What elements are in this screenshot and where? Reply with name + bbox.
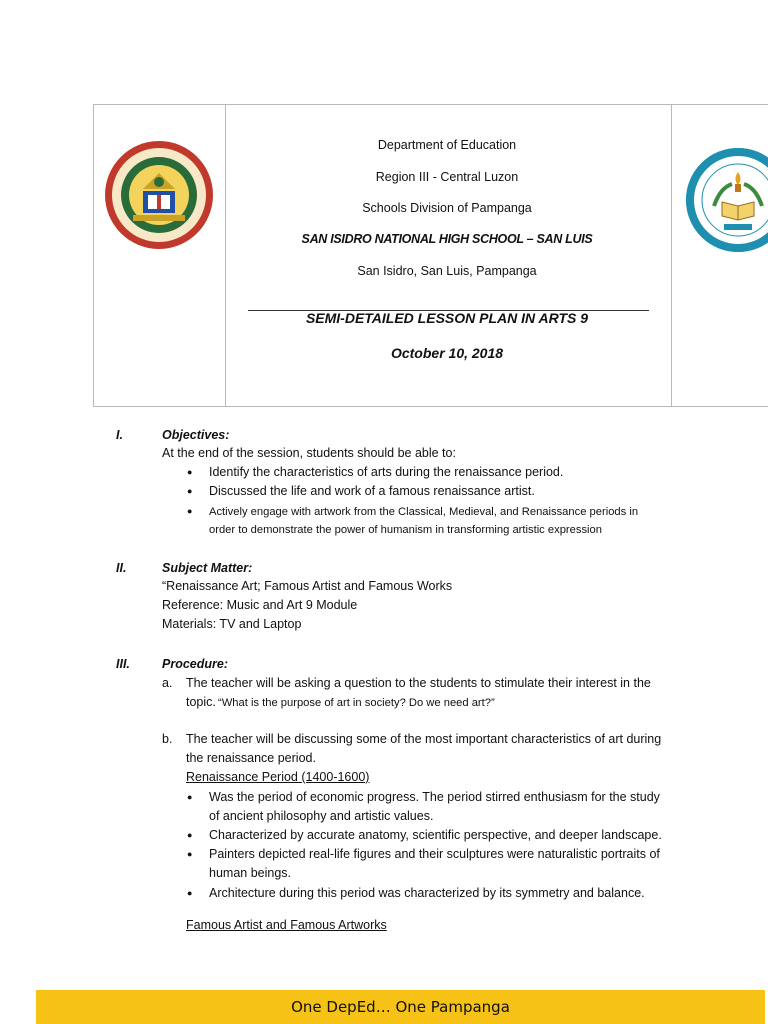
objective-item-continued: order to demonstrate the power of humanism in transforming artistic expression	[209, 524, 602, 536]
procedure-label-a: a.	[162, 676, 173, 690]
objective-item: Discussed the life and work of a famous renaissance artist.	[209, 484, 535, 498]
header-address: San Isidro, San Luis, Pampanga	[357, 264, 537, 278]
bullet-icon: ●	[187, 888, 193, 898]
subject-materials: Materials: TV and Laptop	[162, 617, 302, 631]
section-number-i: I.	[116, 428, 123, 442]
characteristic-item-continued: of ancient philosophy and artistic values.	[209, 809, 434, 823]
bullet-icon: ●	[187, 849, 193, 859]
procedure-a-line-topic: topic.	[186, 695, 216, 709]
header-department: Department of Education	[377, 138, 517, 152]
subject-topic: “Renaissance Art; Famous Artist and Famous Works	[162, 579, 453, 593]
section-number-ii: II.	[116, 561, 127, 575]
bullet-icon: ●	[187, 486, 193, 496]
section-title-procedure: Procedure:	[162, 657, 228, 671]
objective-item: Actively engage with artwork from the Classical, Medieval, and Renaissance periods in	[209, 506, 639, 518]
header-division: Schools Division of Pampanga	[362, 201, 532, 215]
header-region: Region III - Central Luzon	[375, 170, 519, 184]
bullet-icon: ●	[187, 506, 193, 516]
section-title-subject-matter: Subject Matter:	[162, 561, 253, 575]
lesson-plan-title: SEMI-DETAILED LESSON PLAN IN ARTS 9	[305, 310, 589, 326]
logo-cell-left	[94, 105, 226, 406]
footer-banner: One DepEd… One Pampanga	[36, 990, 765, 1024]
famous-artist-heading: Famous Artist and Famous Artworks	[186, 918, 387, 932]
header-school-name: SAN ISIDRO NATIONAL HIGH SCHOOL – SAN LUIS	[301, 232, 593, 246]
characteristic-item: Was the period of economic progress. The period stirred enthusiasm for the study	[209, 790, 660, 804]
bullet-icon: ●	[187, 792, 193, 802]
renaissance-period-heading: Renaissance Period (1400-1600)	[186, 770, 370, 784]
section-title-objectives: Objectives:	[162, 428, 230, 442]
deped-seal-logo	[103, 139, 215, 251]
characteristic-item: Painters depicted real-life figures and their sculptures were naturalistic portraits of	[209, 847, 660, 861]
school-seal-logo	[686, 148, 768, 252]
subject-reference: Reference: Music and Art 9 Module	[162, 598, 358, 612]
bullet-icon: ●	[187, 830, 193, 840]
bullet-icon: ●	[187, 467, 193, 477]
lesson-plan-date: October 10, 2018	[390, 345, 504, 361]
procedure-label-b: b.	[162, 732, 173, 746]
procedure-a-line: The teacher will be asking a question to the students to stimulate their interest in the	[186, 676, 651, 690]
characteristic-item: Architecture during this period was characterized by its symmetry and balance.	[209, 886, 645, 900]
objectives-intro: At the end of the session, students should be able to:	[162, 446, 456, 460]
characteristic-item: Characterized by accurate anatomy, scientific perspective, and deeper landscape.	[209, 828, 662, 842]
characteristic-item-continued: human beings.	[209, 866, 292, 880]
objective-item: Identify the characteristics of arts during the renaissance period.	[209, 465, 564, 479]
procedure-b-line: the renaissance period.	[186, 751, 316, 765]
procedure-a-question: “What is the purpose of art in society? Do we need art?”	[218, 697, 495, 709]
logo-cell-right	[671, 105, 768, 406]
procedure-b-line: The teacher will be discussing some of the most important characteristics of art during	[186, 732, 662, 746]
section-number-iii: III.	[116, 657, 130, 671]
